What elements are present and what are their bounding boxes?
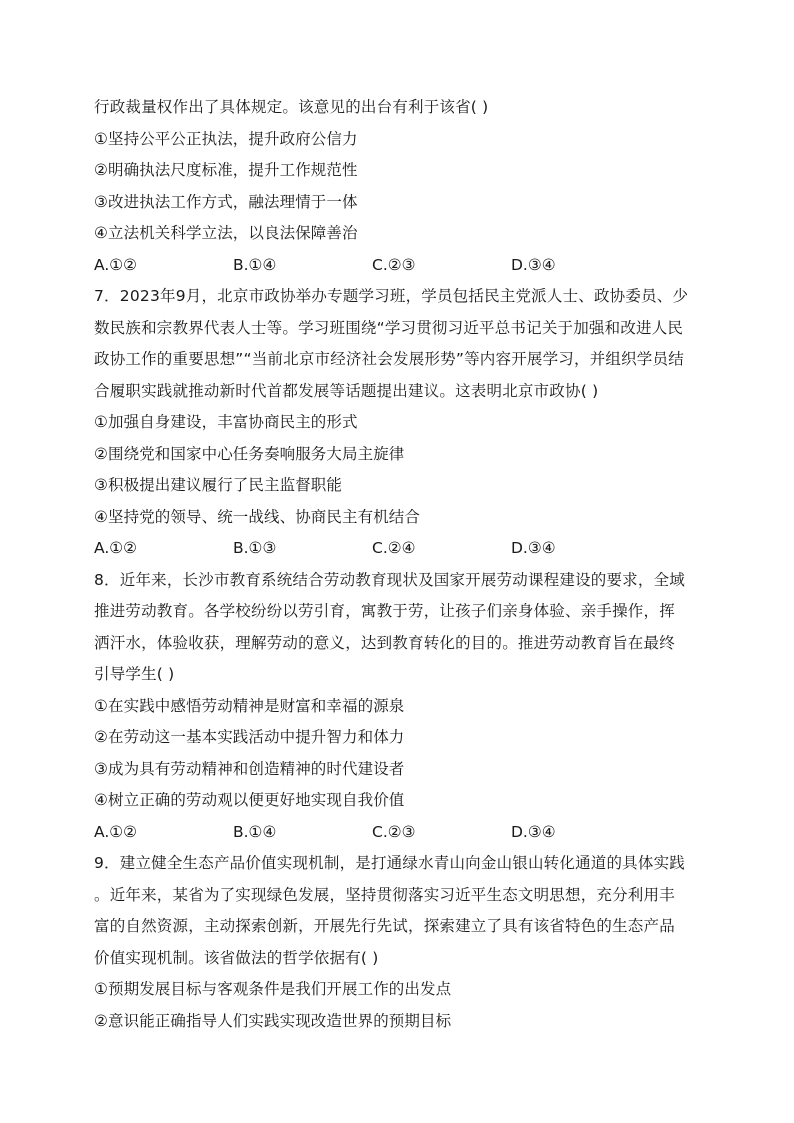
answer-choices — [94, 817, 704, 849]
question-stem-line: 合履职实践就推动新时代首都发展等话题提出建议。这表明北京市政协( ) — [94, 381, 599, 400]
question-stem-line: 洒汗水，体验收获，理解劳动的意义，达到教育转化的目的。推进劳动教育旨在最终 — [94, 633, 675, 652]
choice-c: C.②④ — [372, 539, 416, 557]
choice-c: C.②③ — [372, 822, 416, 841]
option-line: ②围绕党和国家中心任务奏响服务大局主旋律 — [94, 444, 405, 463]
question-6-continuation — [94, 92, 704, 281]
question-stem-line: 政协工作的重要思想”“当前北京市经济社会发展形势”等内容开展学习，并组织学员结 — [94, 350, 684, 368]
question-stem-line: 行政裁量权作出了具体规定。该意见的出台有利于该省( ) — [94, 98, 489, 116]
choice-b: B.①④ — [233, 255, 277, 274]
question-stem-line: 7．2023年9月，北京市政协举办专题学习班，学员包括民主党派人士、政协委员、少 — [94, 287, 689, 305]
choice-a: A.①② — [94, 539, 138, 557]
question-stem-line: 。近年来，某省为了实现绿色发展，坚持贯彻落实习近平生态文明思想，充分利用丰 — [94, 885, 675, 904]
question-stem-line: 9．建立健全生态产品价值实现机制，是打通绿水青山向金山银山转化通道的具体实践 — [94, 854, 685, 872]
choice-a: A.①② — [94, 822, 138, 841]
question-stem-line: 推进劳动教育。各学校纷纷以劳引育，寓教于劳，让孩子们亲身体验、亲手操作，挥 — [94, 602, 675, 620]
option-line: ①在实践中感悟劳动精神是财富和幸福的源泉 — [94, 696, 405, 715]
question-9 — [94, 848, 704, 1037]
choice-b: B.①③ — [233, 539, 277, 557]
question-stem-line: 8．近年来，长沙市教育系统结合劳动教育现状及国家开展劳动课程建设的要求，全域 — [94, 570, 685, 589]
choice-b: B.①④ — [233, 822, 277, 841]
choice-a: A.①② — [94, 255, 138, 274]
question-stem-line: 富的自然资源，主动探索创新，开展先行先试，探索建立了具有该省特色的生态产品 — [94, 917, 675, 935]
option-line: ②意识能正确指导人们实践实现改造世界的预期目标 — [94, 1011, 452, 1030]
choice-d: D.③④ — [511, 822, 556, 841]
option-line: ③积极提出建议履行了民主监督职能 — [94, 476, 342, 494]
option-line: ④树立正确的劳动观以便更好地实现自我价值 — [94, 791, 405, 809]
answer-choices — [94, 250, 704, 282]
choice-d: D.③④ — [511, 255, 556, 274]
option-line: ③成为具有劳动精神和创造精神的时代建设者 — [94, 759, 405, 778]
question-7 — [94, 281, 704, 565]
option-line: ②在劳动这一基本实践活动中提升智力和体力 — [94, 728, 405, 746]
question-stem-line: 数民族和宗教界代表人士等。学习班围绕“学习贯彻习近平总书记关于加强和改进人民 — [94, 318, 684, 337]
choice-c: C.②③ — [372, 255, 416, 274]
answer-choices — [94, 533, 704, 565]
question-stem-line: 价值实现机制。该省做法的哲学依据有( ) — [94, 948, 379, 967]
option-line: ②明确执法尺度标准，提升工作规范性 — [94, 161, 358, 179]
option-line: ③改进执法工作方式，融法理情于一体 — [94, 192, 358, 211]
choice-d: D.③④ — [511, 539, 556, 557]
option-line: ④立法机关科学立法，以良法保障善治 — [94, 224, 358, 242]
question-8 — [94, 565, 704, 849]
option-line: ①加强自身建设，丰富协商民主的形式 — [94, 413, 358, 431]
option-line: ①预期发展目标与客观条件是我们开展工作的出发点 — [94, 980, 452, 998]
question-stem-line: 引导学生( ) — [94, 665, 175, 683]
option-line: ④坚持党的领导、统一战线、协商民主有机结合 — [94, 507, 420, 526]
option-line: ①坚持公平公正执法，提升政府公信力 — [94, 129, 358, 148]
